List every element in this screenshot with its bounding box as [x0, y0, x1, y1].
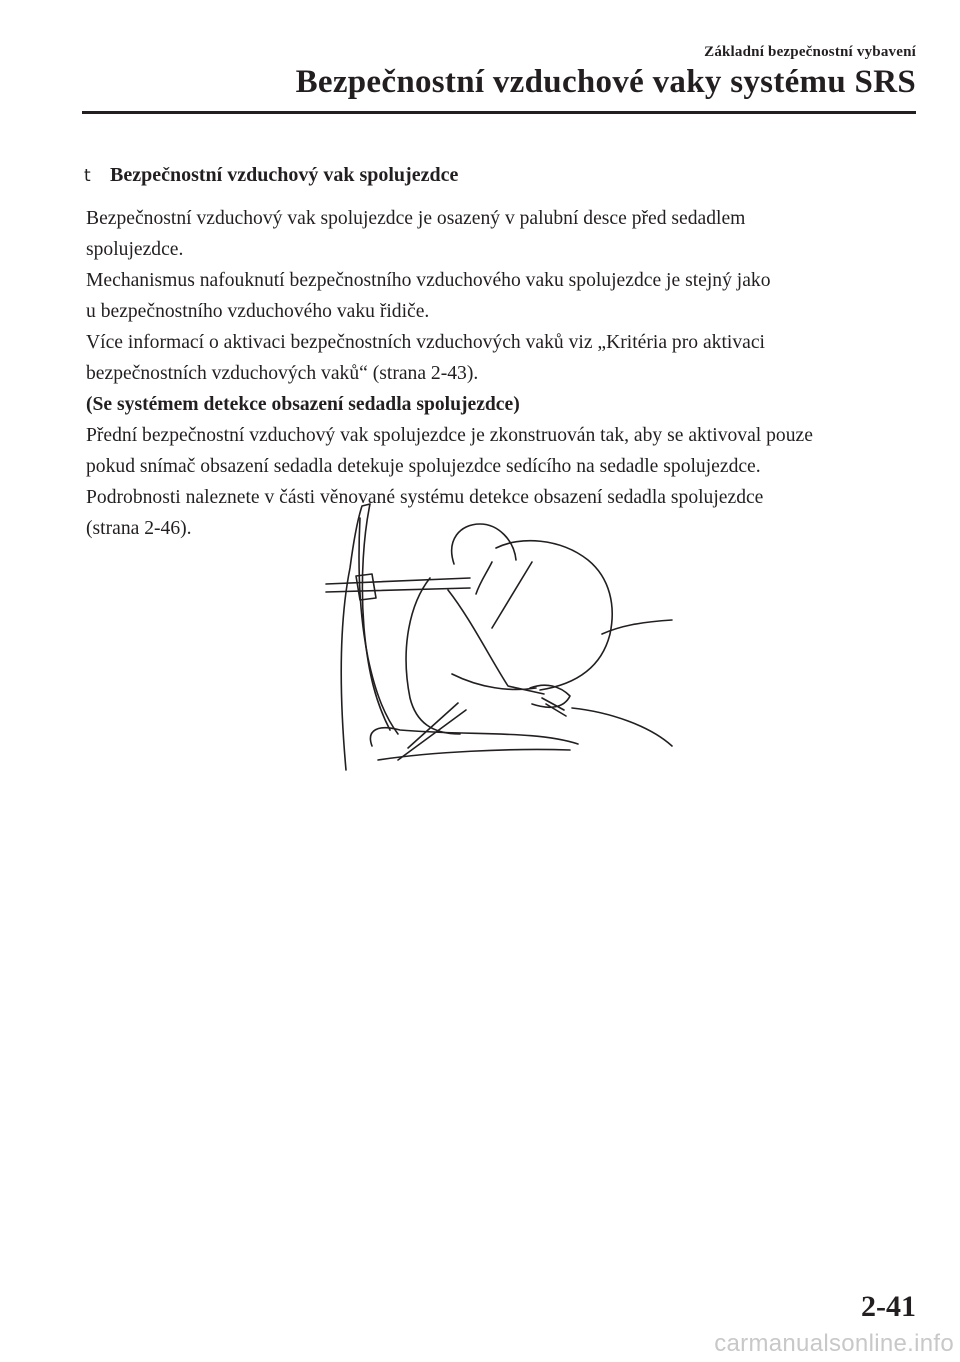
body-line: spolujezdce.: [86, 239, 184, 260]
passenger-forearm: [452, 674, 536, 689]
body-line: Více informací o aktivaci bezpečnostních vzduchových vaků viz „Kritéria pro aktivaci: [86, 332, 765, 353]
body-text: [86, 203, 926, 544]
body-line: Přední bezpečnostní vzduchový vak spolujezdce je zkonstruován tak, aby se aktivoval pouze: [86, 425, 813, 446]
body-line: Podrobnosti naleznete v části věnované systému detekce obsazení sedadla spolujezdce: [86, 487, 764, 508]
body-line: (strana 2-46).: [86, 518, 192, 539]
airbag-illustration: [320, 498, 680, 774]
body-line: Mechanismus nafouknutí bezpečnostního vzduchového vaku spolujezdce je stejný jako: [86, 270, 771, 291]
passenger-back: [406, 578, 460, 734]
passenger-face: [476, 562, 492, 594]
seat-cushion: [370, 728, 578, 746]
airbag-fold: [492, 562, 532, 628]
body-line: bezpečnostních vzduchových vaků“ (strana 2-43).: [86, 363, 479, 384]
header-subtitle: Základní bezpečnostní vybavení: [704, 44, 916, 60]
subheading-line: (Se systémem detekce obsazení sedadla spolujezdce): [86, 394, 520, 415]
seat-back: [341, 504, 390, 770]
page-title: Bezpečnostní vzduchové vaky systému SRS: [295, 64, 916, 100]
page-number: 2-41: [861, 1290, 916, 1323]
seat-belt-lap: [408, 703, 458, 748]
section-bullet-icon: t: [84, 166, 91, 186]
seat-cushion-front: [378, 749, 570, 760]
watermark: carmanualsonline.info: [714, 1330, 954, 1357]
body-line: Bezpečnostní vzduchový vak spolujezdce je osazený v palubní desce před sedadlem: [86, 208, 746, 229]
section-heading: [84, 164, 458, 187]
header-divider: [82, 111, 916, 114]
body-line: pokud snímač obsazení sedadla detekuje spolujezdce sedícího na sedadle spolujezdce.: [86, 456, 761, 477]
dashboard-lower: [572, 708, 672, 746]
body-line: u bezpečnostního vzduchového vaku řidiče.: [86, 301, 430, 322]
airbag: [496, 541, 612, 690]
section-heading-text: Bezpečnostní vzduchový vak spolujezdce: [110, 164, 459, 186]
